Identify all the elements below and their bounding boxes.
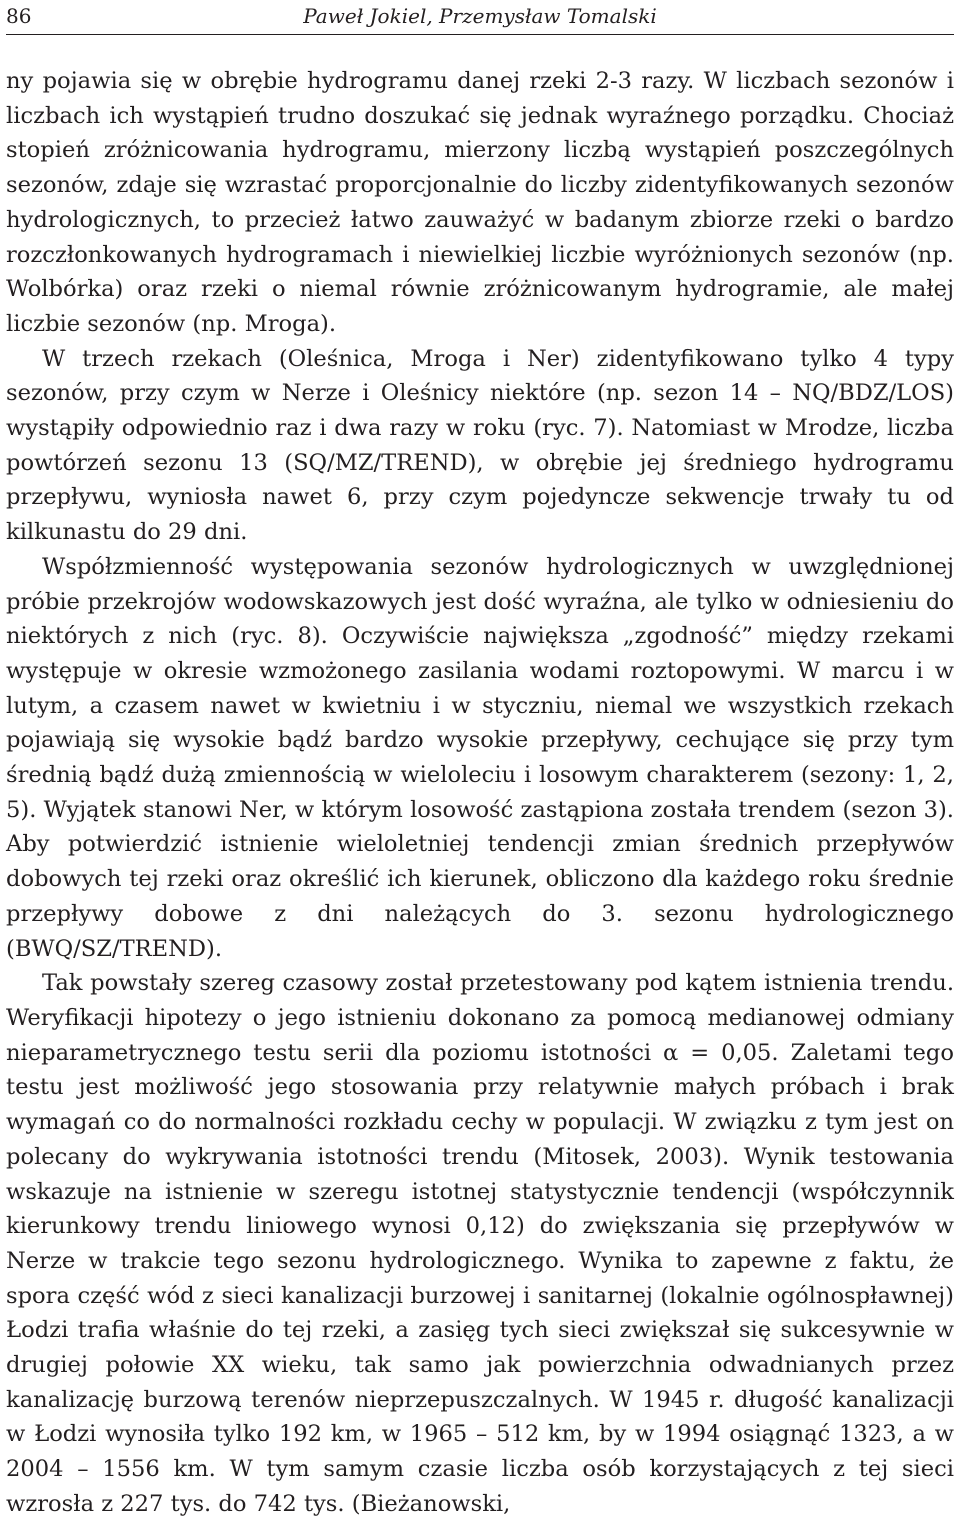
body-text [6, 64, 954, 1522]
paragraph: Tak powstały szereg czasowy został przetestowany pod kątem istnienia trendu. Weryfikacji hipotezy o jego istnieniu dokonano za pomocą medianowej odmiany nieparametrycznego testu serii dla poziomu istotności α = 0,05. Zaletami tego testu jest możliwość jego stosowania przy relatywnie małych próbach i brak wymagań co do normalności rozkładu cechy w populacji. W związku z tym jest on polecany do wykrywania istotności trendu (Mitosek, 2003). Wynik testowania wskazuje na istnienie w szeregu istotnej statystycznie tendencji (współczynnik kierunkowy trendu liniowego wynosi 0,12) do zwiększania się przepływów w Nerze w trakcie tego sezonu hydrologicznego. Wynika to zapewne z faktu, że spora część wód z sieci kanalizacji burzowej i sanitarnej (lokalnie ogólnospławnej) Łodzi trafia właśnie do tej rzeki, a zasięg tych sieci zwiększał się sukcesywnie w drugiej połowie XX wieku, tak samo jak powierzchnia odwadnianych przez kanalizację burzową terenów nieprzepuszczalnych. W 1945 r. długość kanalizacji w Łodzi wynosiła tylko 192 km, w 1965 – 512 km, by w 1994 osiągnąć 1323, a w 2004 – 1556 km. W tym samym czasie liczba osób korzystających z tej sieci wzrosła z 227 tys. do 742 tys. (Bieżanowski, [6, 970, 954, 1517]
paragraph: Współzmienność występowania sezonów hydrologicznych w uwzględnionej próbie przekrojów wodowskazowych jest dość wyraźna, ale tylko w odniesieniu do niektórych z nich (ryc. 8). Oczywiście największa „zgodność” między rzekami występuje w okresie wzmożonego zasilania wodami roztopowymi. W marcu i w lutym, a czasem nawet w kwietniu i w styczniu, niemal we wszystkich rzekach pojawiają się wysokie bądź bardzo wysokie przepływy, cechujące się przy tym średnią bądź dużą zmiennością w wieloleciu i losowym charakterem (sezony: 1, 2, 5). Wyjątek stanowi Ner, w którym losowość zastąpiona została trendem (sezon 3). Aby potwierdzić istnienie wieloletniej tendencji zmian średnich przepływów dobowych tej rzeki oraz określić ich kierunek, obliczono dla każdego roku średnie przepływy dobowe z dni należących do 3. sezonu hydrologicznego (BWQ/SZ/TREND). [6, 553, 954, 962]
paragraph: W trzech rzekach (Oleśnica, Mroga i Ner) zidentyfikowano tylko 4 typy sezonów, przy czym w Nerze i Oleśnicy niektóre (np. sezon 14 – NQ/BDZ/LOS) wystąpiły odpowiednio raz i dwa razy w roku (ryc. 7). Natomiast w Mrodze, liczba powtórzeń sezonu 13 (SQ/MZ/TREND), w obrębie jej średniego hydrogramu przepływu, wyniosła nawet 6, przy czym pojedyncze sekwencje trwały tu od kilkunastu do 29 dni. [6, 345, 954, 546]
running-head-authors: Paweł Jokiel, Przemysław Tomalski [303, 4, 657, 28]
page-header [6, 0, 954, 35]
paragraph-continued: ny pojawia się w obrębie hydrogramu danej rzeki 2-3 razy. W liczbach sezonów i liczbach ich wystąpień trudno doszukać się jednak wyraźnego porządku. Chociaż stopień zróżnicowania hydrogramu, mierzony liczbą wystąpień poszczególnych sezonów, zdaje się wzrastać proporcjonalnie do liczby zidentyfikowanych sezonów hydrologicznych, to przecież łatwo zauważyć w badanym zbiorze rzeki o bardzo rozczłonkowanych hydrogramach i niewielkiej liczbie wyróżnionych sezonów (np. Wolbórka) oraz rzeki o niemal równie zróżnicowanym hydrogramie, ale małej liczbie sezonów (np. Mroga). [6, 68, 954, 337]
page-number: 86 [6, 4, 32, 28]
